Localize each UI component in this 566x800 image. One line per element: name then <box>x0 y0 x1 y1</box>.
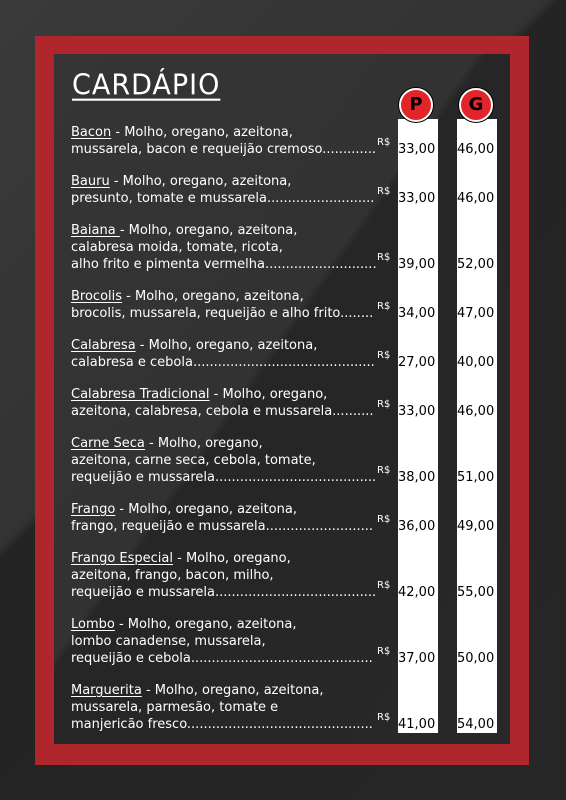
item-description-last: azeitona, calabresa, cebola e mussarela <box>71 404 333 419</box>
price-p: 37,00 <box>398 651 436 666</box>
price-g: 47,00 <box>457 306 495 321</box>
menu-title: CARDÁPIO <box>72 69 221 102</box>
item-description-line: mussarela, parmesão, tomate e <box>71 700 279 715</box>
price-g: 46,00 <box>457 404 495 419</box>
menu-item <box>71 682 397 733</box>
price-g: 50,00 <box>457 651 495 666</box>
item-name: Baiana <box>71 223 120 238</box>
dot-leader: .......................... <box>266 191 375 206</box>
item-description-line <box>71 190 397 207</box>
price-g: 51,00 <box>457 470 495 485</box>
item-description-last: mussarela, bacon e requeijão cremoso <box>71 142 323 157</box>
dot-leader: .......... <box>332 404 374 419</box>
item-description-line <box>71 256 397 273</box>
price-g: 49,00 <box>457 519 495 534</box>
item-description-last: frango, requeijão e mussarela <box>71 519 266 534</box>
item-description-line <box>71 403 397 420</box>
item-description: - Molho, oregano, azeitona, <box>111 125 293 140</box>
item-name: Marguerita <box>71 683 142 698</box>
item-description-line <box>71 584 397 601</box>
currency-label: R$ <box>377 350 391 361</box>
menu-item <box>71 386 397 420</box>
dot-leader: ........ <box>340 306 374 321</box>
price-p: 27,00 <box>398 355 436 370</box>
item-description-line <box>71 650 397 667</box>
item-name: Brocolis <box>71 289 123 304</box>
dot-leader: ....................................... <box>215 470 377 485</box>
price-g: 46,00 <box>457 142 495 157</box>
size-badge-p: P <box>399 88 433 122</box>
price-p: 39,00 <box>398 257 436 272</box>
item-description: - Molho, oregano, azeitona, <box>119 223 298 238</box>
item-description-last: calabresa e cebola <box>71 355 193 370</box>
item-description-line <box>71 386 397 403</box>
size-badge-g: G <box>459 88 493 122</box>
item-name: Calabresa Tradicional <box>71 387 210 402</box>
price-p: 33,00 <box>398 142 436 157</box>
price-p: 33,00 <box>398 404 436 419</box>
menu-item <box>71 435 397 486</box>
menu-item <box>71 501 397 535</box>
price-p: 36,00 <box>398 519 436 534</box>
currency-label: R$ <box>377 712 391 723</box>
dot-leader: ............. <box>322 142 377 157</box>
item-description-last: requeijão e mussarela <box>71 470 216 485</box>
currency-label: R$ <box>377 252 391 263</box>
item-description-line <box>71 518 397 535</box>
item-description-last: manjericão fresco <box>71 717 187 732</box>
item-description: - Molho, oregano, azeitona, <box>122 289 304 304</box>
price-column-g <box>457 119 497 733</box>
price-p: 33,00 <box>398 191 436 206</box>
currency-label: R$ <box>377 580 391 591</box>
dot-leader: ........................... <box>265 257 377 272</box>
currency-label: R$ <box>377 514 391 525</box>
item-description-last: alho frito e pimenta vermelha <box>71 257 265 272</box>
item-description: - Molho, oregano, azeitona, <box>115 502 297 517</box>
menu-item <box>71 616 397 667</box>
currency-label: R$ <box>377 646 391 657</box>
price-p: 42,00 <box>398 585 436 600</box>
dot-leader: ....................................... <box>215 585 377 600</box>
price-g: 55,00 <box>457 585 495 600</box>
item-description: - Molho, oregano, azeitona, <box>109 174 292 189</box>
price-g: 46,00 <box>457 191 495 206</box>
item-description: - Molho, oregano, <box>144 436 263 451</box>
price-p: 41,00 <box>398 717 436 732</box>
item-description-line <box>71 354 397 371</box>
dot-leader: ............................................ <box>190 651 373 666</box>
item-description: - Molho, oregano, <box>209 387 328 402</box>
item-description-line <box>71 173 397 190</box>
item-description-last: brocolis, mussarela, requeijão e alho frito <box>71 306 341 321</box>
item-name: Calabresa <box>71 338 136 353</box>
item-description-line <box>71 550 397 567</box>
item-description-line: azeitona, carne seca, cebola, tomate, <box>71 453 316 468</box>
item-description-line <box>71 288 397 305</box>
item-description: - Molho, oregano, azeitona, <box>114 617 297 632</box>
item-description-line <box>71 616 397 633</box>
item-description-line <box>71 435 397 452</box>
price-p: 38,00 <box>398 470 436 485</box>
item-description: - Molho, oregano, azeitona, <box>141 683 324 698</box>
price-g: 54,00 <box>457 717 495 732</box>
dot-leader: ............................................. <box>186 717 373 732</box>
item-description-last: requeijão e mussarela <box>71 585 216 600</box>
item-name: Bauru <box>71 174 110 189</box>
item-description-line <box>71 469 397 486</box>
item-description-line <box>71 337 397 354</box>
item-description-line <box>71 682 397 699</box>
currency-label: R$ <box>377 186 391 197</box>
item-description-last: requeijão e cebola <box>71 651 191 666</box>
item-name: Lombo <box>71 617 115 632</box>
item-name: Bacon <box>71 125 112 140</box>
price-column-p <box>398 119 438 733</box>
item-description-line <box>71 716 397 733</box>
item-name: Frango <box>71 502 116 517</box>
currency-label: R$ <box>377 465 391 476</box>
menu-item <box>71 173 397 207</box>
item-description: - Molho, oregano, <box>173 551 291 566</box>
menu-item <box>71 222 397 273</box>
menu-item <box>71 124 397 158</box>
menu-item <box>71 288 397 322</box>
dot-leader: .......................... <box>265 519 374 534</box>
item-name: Carne Seca <box>71 436 145 451</box>
item-description-line <box>71 501 397 518</box>
item-description-line: azeitona, frango, bacon, milho, <box>71 568 274 583</box>
menu-item <box>71 550 397 601</box>
item-description-line <box>71 141 397 158</box>
item-description-line <box>71 124 397 141</box>
currency-label: R$ <box>377 137 391 148</box>
menu-item <box>71 337 397 371</box>
price-p: 34,00 <box>398 306 436 321</box>
item-description-last: presunto, tomate e mussarela <box>71 191 267 206</box>
item-description: - Molho, oregano, azeitona, <box>135 338 318 353</box>
item-description-line <box>71 222 397 239</box>
item-description-line <box>71 305 397 322</box>
item-description-line: lombo canadense, mussarela, <box>71 634 266 649</box>
price-g: 40,00 <box>457 355 495 370</box>
price-g: 52,00 <box>457 257 495 272</box>
item-name: Frango Especial <box>71 551 173 566</box>
currency-label: R$ <box>377 399 391 410</box>
currency-label: R$ <box>377 301 391 312</box>
item-description-line: calabresa moida, tomate, ricota, <box>71 240 283 255</box>
dot-leader: ............................................ <box>192 355 375 370</box>
